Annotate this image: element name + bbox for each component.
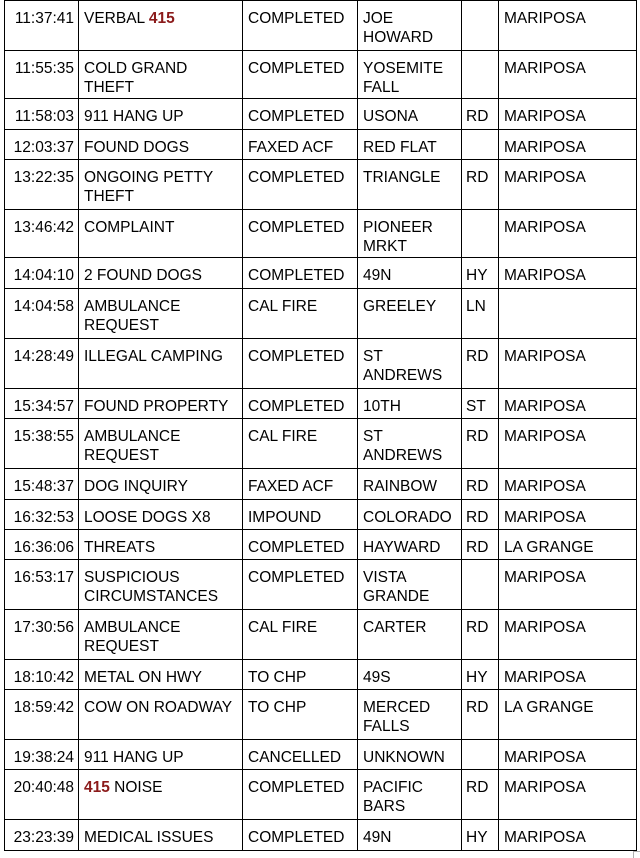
call-disposition: CAL FIRE (243, 419, 358, 469)
table-row (5, 469, 637, 500)
call-log-body (5, 1, 637, 851)
call-disposition: CANCELLED (243, 740, 358, 770)
call-type-text: 911 HANG UP (84, 108, 184, 125)
street-suffix: RD (462, 610, 499, 660)
call-disposition: COMPLETED (243, 820, 358, 851)
call-type (79, 820, 243, 851)
street-name: 49N (358, 258, 462, 289)
street-suffix: RD (462, 530, 499, 560)
call-type-text: AMBULANCE REQUEST (84, 619, 181, 655)
call-type (79, 610, 243, 660)
city-name: LA GRANGE (499, 530, 637, 560)
call-time: 18:10:42 (5, 660, 79, 690)
street-name: PIONEER MRKT (358, 210, 462, 258)
street-name: GREELEY (358, 289, 462, 339)
table-row (5, 339, 637, 389)
page-corner-mark (633, 851, 640, 858)
street-name: 10TH (358, 389, 462, 419)
table-row (5, 258, 637, 289)
call-time: 11:55:35 (5, 51, 79, 99)
city-name: LA GRANGE (499, 690, 637, 740)
street-name: YOSEMITE FALL (358, 51, 462, 99)
call-type (79, 258, 243, 289)
call-type (79, 160, 243, 210)
table-row (5, 210, 637, 258)
call-disposition: FAXED ACF (243, 130, 358, 160)
call-disposition: COMPLETED (243, 210, 358, 258)
call-time: 11:58:03 (5, 99, 79, 130)
street-suffix (462, 740, 499, 770)
call-disposition: COMPLETED (243, 51, 358, 99)
call-disposition: CAL FIRE (243, 610, 358, 660)
call-type-text: SUSPICIOUS CIRCUMSTANCES (84, 569, 219, 605)
city-name: MARIPOSA (499, 820, 637, 851)
city-name: MARIPOSA (499, 51, 637, 99)
city-name: MARIPOSA (499, 210, 637, 258)
call-type (79, 690, 243, 740)
table-row (5, 820, 637, 851)
call-type-text: COMPLAINT (84, 219, 175, 236)
street-suffix (462, 51, 499, 99)
call-time: 15:34:57 (5, 389, 79, 419)
city-name: MARIPOSA (499, 740, 637, 770)
call-disposition: COMPLETED (243, 770, 358, 820)
street-name: USONA (358, 99, 462, 130)
table-row (5, 130, 637, 160)
call-disposition: COMPLETED (243, 160, 358, 210)
street-suffix: RD (462, 770, 499, 820)
city-name: MARIPOSA (499, 419, 637, 469)
call-type-text: 2 FOUND DOGS (84, 267, 202, 284)
table-row (5, 690, 637, 740)
street-suffix (462, 130, 499, 160)
city-name: MARIPOSA (499, 339, 637, 389)
call-time: 18:59:42 (5, 690, 79, 740)
table-row (5, 740, 637, 770)
street-suffix: HY (462, 258, 499, 289)
call-disposition: IMPOUND (243, 500, 358, 530)
street-suffix (462, 1, 499, 51)
street-name: 49N (358, 820, 462, 851)
table-row (5, 610, 637, 660)
call-time: 23:23:39 (5, 820, 79, 851)
call-time: 16:36:06 (5, 530, 79, 560)
call-type-text: 911 HANG UP (84, 749, 184, 766)
street-suffix (462, 210, 499, 258)
city-name: MARIPOSA (499, 1, 637, 51)
call-type (79, 560, 243, 610)
call-time: 13:46:42 (5, 210, 79, 258)
call-type-text: FOUND DOGS (84, 139, 190, 156)
table-row (5, 660, 637, 690)
street-name: HAYWARD (358, 530, 462, 560)
street-name: UNKNOWN (358, 740, 462, 770)
call-time: 15:38:55 (5, 419, 79, 469)
street-name: PACIFIC BARS (358, 770, 462, 820)
street-suffix: HY (462, 820, 499, 851)
table-row (5, 770, 637, 820)
call-type-text: ONGOING PETTY THEFT (84, 169, 213, 205)
city-name: MARIPOSA (499, 469, 637, 500)
call-time: 19:38:24 (5, 740, 79, 770)
call-type (79, 530, 243, 560)
table-row (5, 160, 637, 210)
street-name: ST ANDREWS (358, 419, 462, 469)
call-type-text: ILLEGAL CAMPING (84, 348, 223, 365)
street-suffix: LN (462, 289, 499, 339)
call-time: 16:53:17 (5, 560, 79, 610)
call-type (79, 500, 243, 530)
city-name: MARIPOSA (499, 389, 637, 419)
street-name: RED FLAT (358, 130, 462, 160)
call-type-text: VERBAL (84, 10, 149, 27)
street-name: TRIANGLE (358, 160, 462, 210)
call-type (79, 99, 243, 130)
call-type-text: AMBULANCE REQUEST (84, 428, 181, 464)
call-disposition: CAL FIRE (243, 289, 358, 339)
call-type (79, 740, 243, 770)
call-type-text: MEDICAL ISSUES (84, 829, 214, 846)
penal-code-highlight: 415 (148, 10, 175, 27)
call-type-text: COW ON ROADWAY (84, 699, 233, 716)
city-name: MARIPOSA (499, 660, 637, 690)
call-disposition: FAXED ACF (243, 469, 358, 500)
call-time: 14:04:10 (5, 258, 79, 289)
street-name: CARTER (358, 610, 462, 660)
call-disposition: COMPLETED (243, 560, 358, 610)
call-time: 13:22:35 (5, 160, 79, 210)
call-type (79, 130, 243, 160)
city-name (499, 289, 637, 339)
call-type (79, 339, 243, 389)
street-name: ST ANDREWS (358, 339, 462, 389)
street-suffix: RD (462, 99, 499, 130)
table-row (5, 500, 637, 530)
street-name: 49S (358, 660, 462, 690)
call-type (79, 770, 243, 820)
call-log-table (4, 0, 637, 851)
call-type-text: METAL ON HWY (84, 669, 202, 686)
call-disposition: COMPLETED (243, 530, 358, 560)
call-disposition: COMPLETED (243, 1, 358, 51)
street-suffix: RD (462, 469, 499, 500)
call-time: 14:28:49 (5, 339, 79, 389)
call-type (79, 419, 243, 469)
table-row (5, 389, 637, 419)
call-type-text: LOOSE DOGS X8 (84, 509, 211, 526)
table-row (5, 99, 637, 130)
street-suffix: RD (462, 500, 499, 530)
call-type (79, 389, 243, 419)
street-suffix: RD (462, 690, 499, 740)
street-suffix: ST (462, 389, 499, 419)
street-name: MERCED FALLS (358, 690, 462, 740)
call-type (79, 1, 243, 51)
call-type-suffix-text: NOISE (109, 779, 163, 796)
call-time: 15:48:37 (5, 469, 79, 500)
call-time: 17:30:56 (5, 610, 79, 660)
city-name: MARIPOSA (499, 160, 637, 210)
city-name: MARIPOSA (499, 500, 637, 530)
table-row (5, 1, 637, 51)
table-row (5, 289, 637, 339)
street-name: COLORADO (358, 500, 462, 530)
city-name: MARIPOSA (499, 99, 637, 130)
call-time: 11:37:41 (5, 1, 79, 51)
call-disposition: COMPLETED (243, 339, 358, 389)
call-type-text: AMBULANCE REQUEST (84, 298, 181, 334)
street-name: VISTA GRANDE (358, 560, 462, 610)
table-row (5, 51, 637, 99)
call-time: 12:03:37 (5, 130, 79, 160)
call-type (79, 210, 243, 258)
city-name: MARIPOSA (499, 130, 637, 160)
call-type (79, 51, 243, 99)
street-suffix: RD (462, 339, 499, 389)
call-type-text: COLD GRAND THEFT (84, 60, 188, 96)
table-row (5, 419, 637, 469)
call-disposition: COMPLETED (243, 389, 358, 419)
call-disposition: TO CHP (243, 690, 358, 740)
street-name: RAINBOW (358, 469, 462, 500)
call-type (79, 660, 243, 690)
call-type (79, 289, 243, 339)
table-row (5, 530, 637, 560)
city-name: MARIPOSA (499, 770, 637, 820)
city-name: MARIPOSA (499, 258, 637, 289)
street-suffix: HY (462, 660, 499, 690)
street-name: JOE HOWARD (358, 1, 462, 51)
street-suffix: RD (462, 419, 499, 469)
call-type (79, 469, 243, 500)
city-name: MARIPOSA (499, 610, 637, 660)
table-row (5, 560, 637, 610)
street-suffix: RD (462, 160, 499, 210)
call-time: 14:04:58 (5, 289, 79, 339)
call-disposition: COMPLETED (243, 258, 358, 289)
penal-code-highlight: 415 (84, 779, 110, 796)
call-type-text: DOG INQUIRY (84, 478, 188, 495)
call-disposition: TO CHP (243, 660, 358, 690)
call-type-text: THREATS (84, 539, 156, 556)
street-suffix (462, 560, 499, 610)
call-time: 20:40:48 (5, 770, 79, 820)
city-name: MARIPOSA (499, 560, 637, 610)
call-disposition: COMPLETED (243, 99, 358, 130)
call-time: 16:32:53 (5, 500, 79, 530)
call-type-text: FOUND PROPERTY (84, 398, 229, 415)
